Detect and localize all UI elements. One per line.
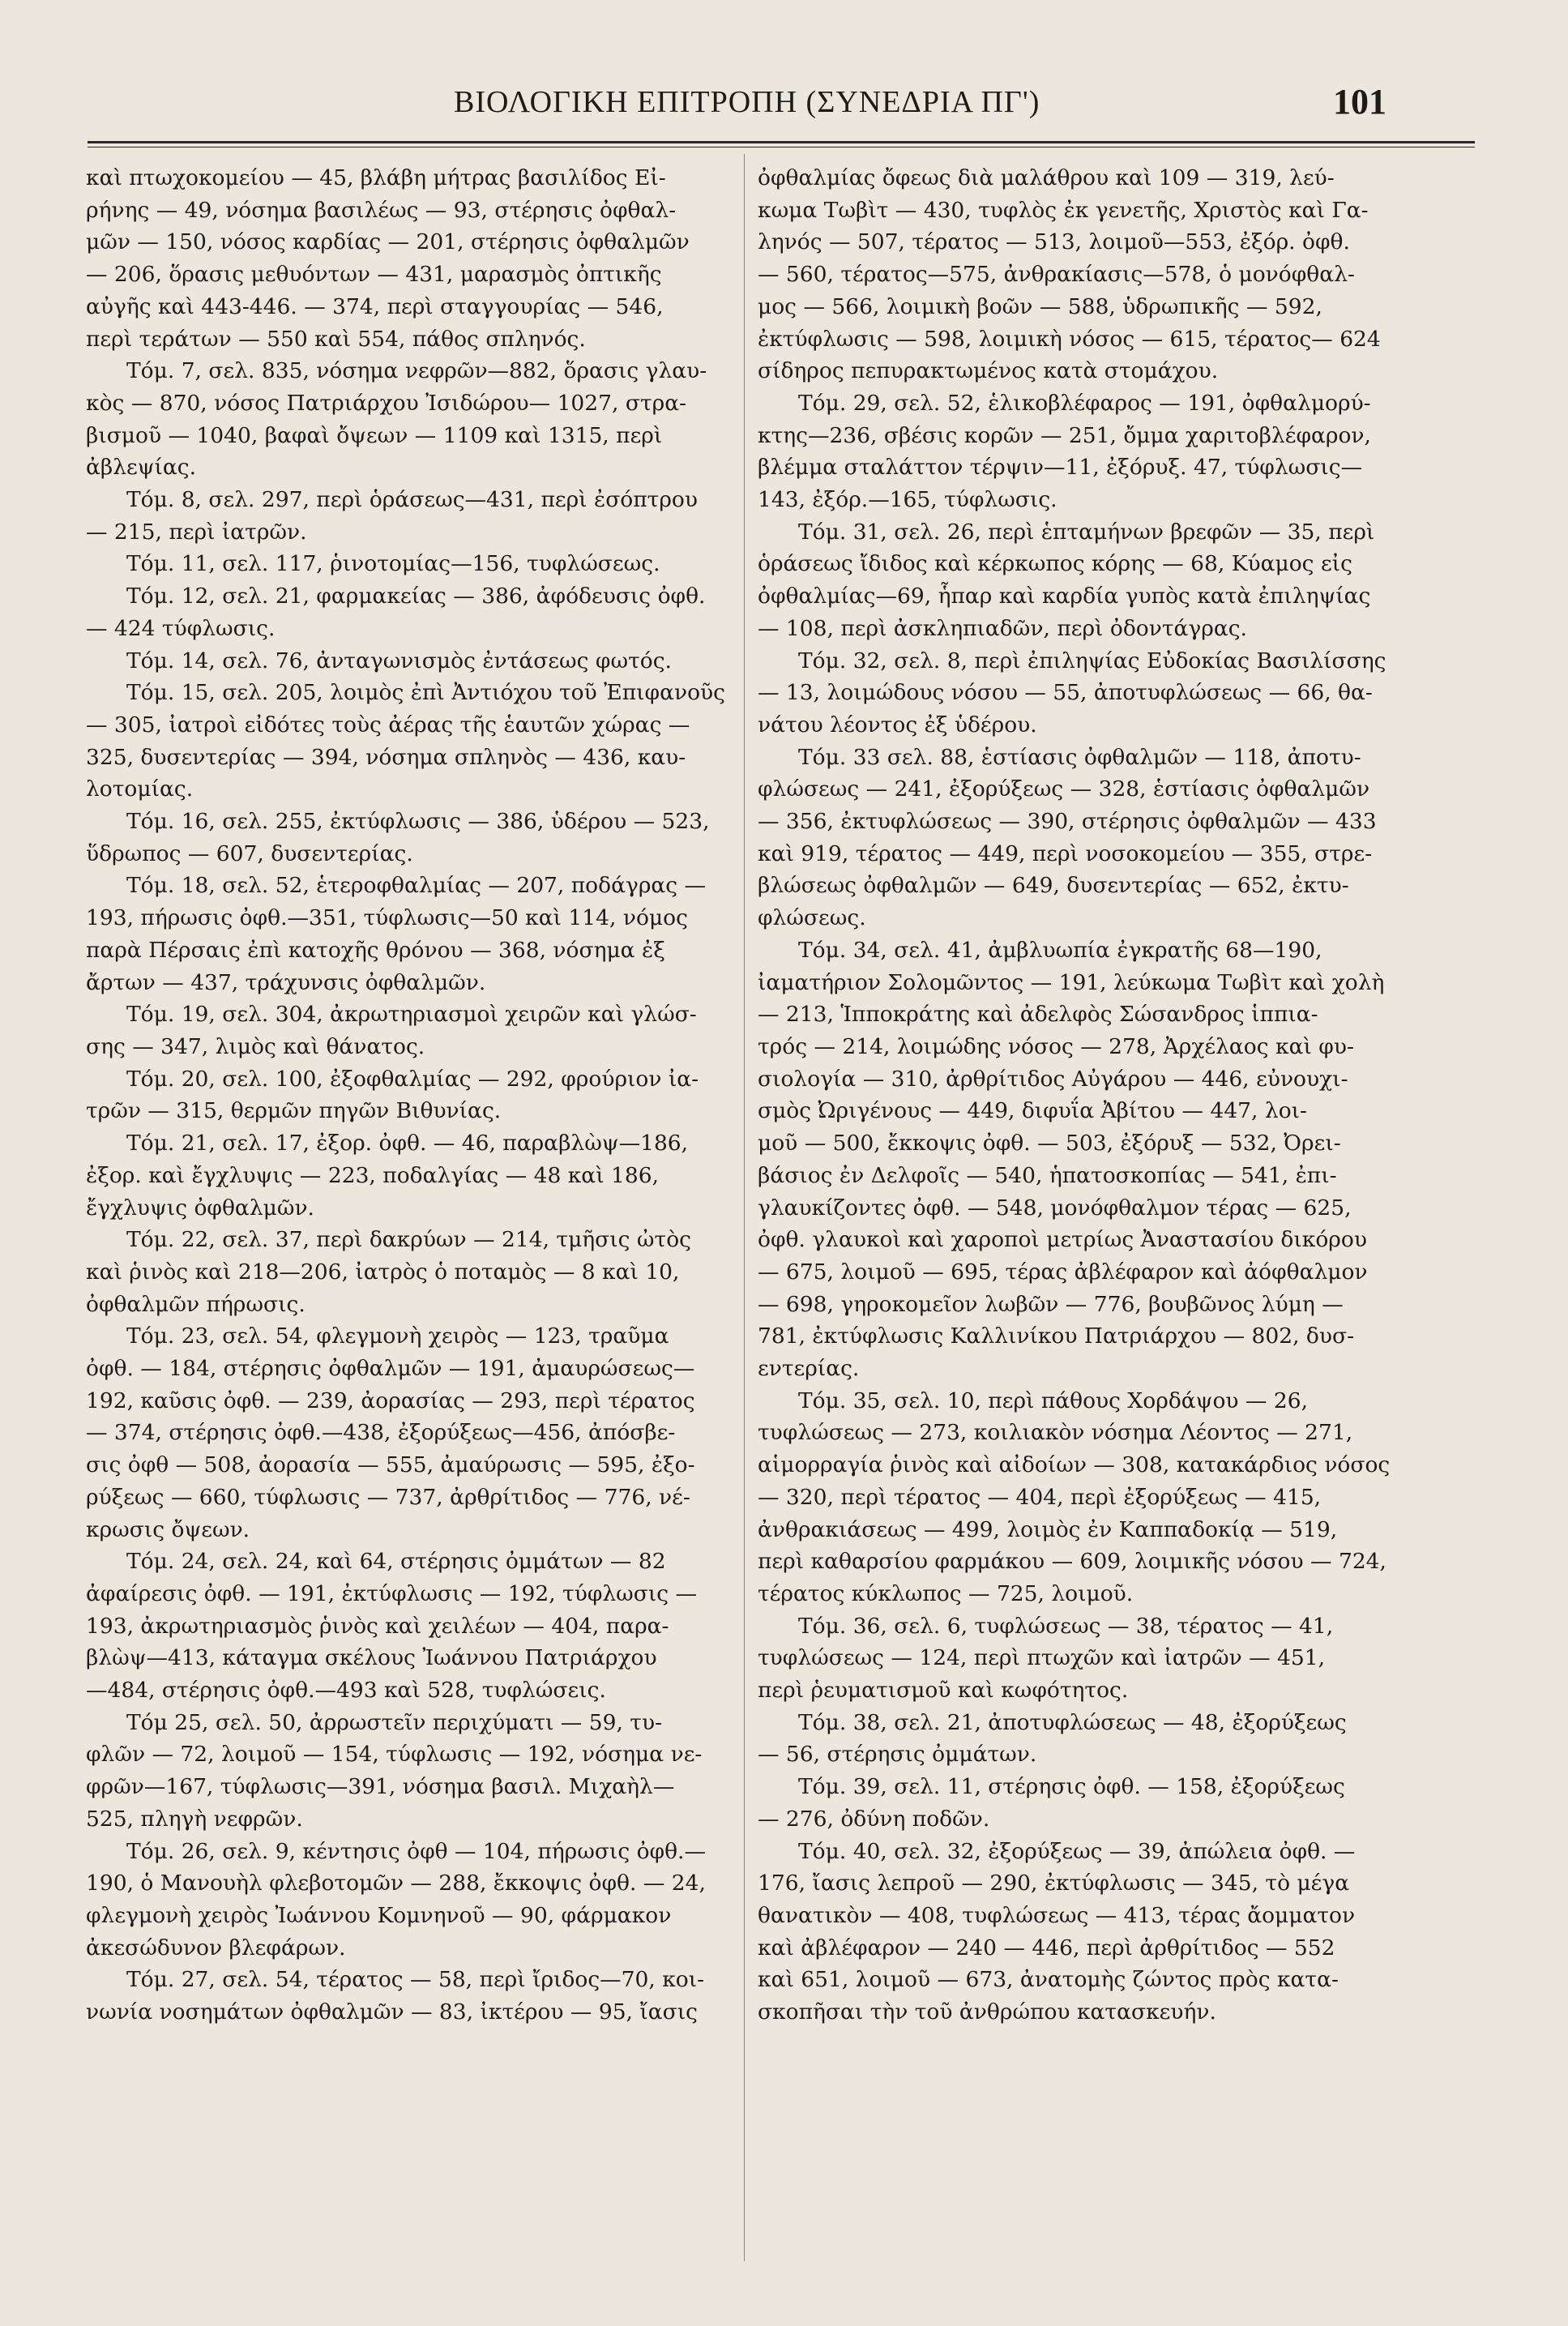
text-line: ὀφθ. γλαυκοὶ καὶ χαροποὶ μετρίως Ἀναστασίου δικόρου	[758, 1227, 1367, 1253]
text-line: σης — 347, λιμὸς καὶ θάνατος.	[86, 1033, 425, 1059]
text-line: Τόμ. 34, σελ. 41, ἀμβλυωπία ἐγκρατῆς 68—190,	[798, 937, 1322, 963]
text-line: τυφλώσεως — 124, περὶ πτωχῶν καὶ ἰατρῶν — 451,	[758, 1645, 1326, 1671]
text-line: γλαυκίζοντες ὀφθ. — 548, μονόφθαλμον τέρας — 625,	[758, 1195, 1352, 1221]
text-line: 781, ἐκτύφλωσις Καλλινίκου Πατριάρχου — 802, δυσ-	[758, 1323, 1355, 1349]
text-line: μος — 566, λοιμικὴ βοῶν — 588, ὑδρωπικῆς — 592,	[758, 293, 1322, 319]
text-line: νωνία νοσημάτων ὀφθαλμῶν — 83, ἰκτέρου — 95, ἴασις	[86, 1999, 699, 2025]
text-line: βλέμμα σταλάττον τέρψιν—11, ἐξόρυξ. 47, τύφλωσις—	[758, 455, 1363, 481]
text-line: — 560, τέρατος—575, ἀνθρακίασις—578, ὁ μονόφθαλ-	[758, 262, 1355, 288]
text-line: — 206, ὅρασις μεθυόντων — 431, μαρασμὸς ὀπτικῆς	[86, 262, 662, 288]
text-line: ἐκτύφλωσις — 598, λοιμικὴ νόσος — 615, τέρατος— 624	[758, 326, 1381, 352]
text-line: Τόμ. 8, σελ. 297, περὶ ὁράσεως—431, περὶ ἐσόπτρου	[126, 487, 698, 513]
text-line: ἀνθρακιάσεως — 499, λοιμὸς ἐν Καππαδοκίᾳ — 519,	[758, 1516, 1338, 1542]
right-column	[758, 162, 1446, 2029]
text-line: Τόμ. 31, σελ. 26, περὶ ἑπταμήνων βρεφῶν — 35, περὶ	[798, 519, 1375, 545]
text-line: Τόμ. 39, σελ. 11, στέρησις ὀφθ. — 158, ἐξορύξεως	[798, 1774, 1345, 1800]
text-line: ὀφθαλμίας—69, ἧπαρ καὶ καρδία γυπὸς κατὰ ἐπιληψίας	[758, 584, 1371, 609]
text-line: Τόμ. 32, σελ. 8, περὶ ἐπιληψίας Εὐδοκίας Βασιλίσσης	[798, 648, 1386, 673]
text-line: καὶ ῥινὸς καὶ 218—206, ἰατρὸς ὁ ποταμὸς — 8 καὶ 10,	[86, 1259, 680, 1285]
text-line: Τόμ. 19, σελ. 304, ἀκρωτηριασμοὶ χειρῶν καὶ γλώσ-	[126, 1002, 697, 1028]
text-line: 193, πήρωσις ὀφθ.—351, τύφλωσις—50 καὶ 114, νόμος	[86, 905, 688, 931]
text-line: — 108, περὶ ἀσκληπιαδῶν, περὶ ὀδοντάγρας.	[758, 615, 1247, 641]
text-line: — 424 τύφλωσις.	[86, 615, 276, 641]
text-line: 190, ὁ Μανουὴλ φλεβοτομῶν — 288, ἔκκοψις ὀφθ. — 24,	[86, 1871, 706, 1896]
text-line: Τόμ. 40, σελ. 32, ἐξορύξεως — 39, ἀπώλεια ὀφθ. —	[798, 1838, 1356, 1864]
text-line: 525, πληγὴ νεφρῶν.	[86, 1806, 303, 1832]
text-line: 193, ἀκρωτηριασμὸς ῥινὸς καὶ χειλέων — 404, παρα-	[86, 1613, 669, 1639]
text-line: ληνός — 507, τέρατος — 513, λοιμοῦ—553, ἐξόρ. ὀφθ.	[758, 229, 1350, 255]
text-line: ἐξορ. καὶ ἔγχλυψις — 223, ποδαλγίας — 48 καὶ 186,	[86, 1162, 660, 1188]
page-number: 101	[1333, 82, 1386, 122]
text-line: Τόμ. 29, σελ. 52, ἑλικοβλέφαρος — 191, ὀφθαλμορύ-	[798, 390, 1371, 416]
text-line: Τόμ. 21, σελ. 17, ἐξορ. ὀφθ. — 46, παραβλὼψ—186,	[126, 1131, 689, 1157]
text-line: 192, καῦσις ὀφθ. — 239, ἀορασίας — 293, περὶ τέρατος	[86, 1387, 695, 1413]
text-line: Τόμ. 38, σελ. 21, ἀποτυφλώσεως — 48, ἐξορύξεως	[798, 1709, 1347, 1735]
text-line: —484, στέρησις ὀφθ.—493 καὶ 528, τυφλώσεις.	[86, 1678, 606, 1704]
text-line: παρὰ Πέρσαις ἐπὶ κατοχῆς θρόνου — 368, νόσημα ἐξ	[86, 937, 665, 963]
text-line: Τόμ. 23, σελ. 54, φλεγμονὴ χειρὸς — 123, τραῦμα	[126, 1323, 669, 1349]
text-line: εντερίας.	[758, 1356, 860, 1382]
text-line: φλώσεως.	[758, 905, 866, 931]
text-line: — 356, ἐκτυφλώσεως — 390, στέρησις ὀφθαλμῶν — 433	[758, 809, 1377, 835]
text-line: φλώσεως — 241, ἐξορύξεως — 328, ἑστίασις ὀφθαλμῶν	[758, 776, 1370, 802]
text-line: περὶ τεράτων — 550 καὶ 554, πάθος σπληνός.	[86, 326, 586, 352]
text-line: — 675, λοιμοῦ — 695, τέρας ἀβλέφαρον καὶ ἀόφθαλμον	[758, 1259, 1368, 1285]
text-line: — 320, περὶ τέρατος — 404, περὶ ἐξορύξεως — 415,	[758, 1484, 1322, 1510]
left-column	[86, 162, 734, 2029]
text-line: ἀβλεψίας.	[86, 455, 197, 481]
text-line: ὀφθαλμίας ὄφεως διὰ μαλάθρου καὶ 109 — 319, λεύ-	[758, 165, 1335, 190]
text-line: Τόμ. 35, σελ. 10, περὶ πάθους Χορδάψου — 26,	[798, 1387, 1309, 1413]
text-line: σκοπῆσαι τὴν τοῦ ἀνθρώπου κατασκευήν.	[758, 1999, 1216, 2025]
text-line: Τόμ. 36, σελ. 6, τυφλώσεως — 38, τέρατος — 41,	[798, 1613, 1334, 1639]
text-line: — 56, στέρησις ὀμμάτων.	[758, 1742, 1037, 1768]
text-line: βάσιος ἐν Δελφοῖς — 540, ἡπατοσκοπίας — 541, ἐπι-	[758, 1162, 1337, 1188]
text-line: ρήνης — 49, νόσημα βασιλέως — 93, στέρησις ὀφθαλ-	[86, 197, 677, 223]
text-line: Τόμ. 12, σελ. 21, φαρμακείας — 386, ἀφόδευσις ὀφθ.	[126, 584, 706, 609]
text-line: τρός — 214, λοιμώδης νόσος — 278, Ἀρχέλαος καὶ φυ-	[758, 1033, 1354, 1059]
text-line: μῶν — 150, νόσος καρδίας — 201, στέρησις ὀφθαλμῶν	[86, 229, 690, 255]
text-line: Τόμ. 18, σελ. 52, ἑτεροφθαλμίας — 207, ποδάγρας —	[126, 873, 707, 899]
text-line: Τόμ. 24, σελ. 24, καὶ 64, στέρησις ὀμμάτων — 82	[126, 1549, 666, 1575]
text-line: Τόμ 25, σελ. 50, ἀρρωστεῖν περιχύματι — 59, τυ-	[126, 1709, 663, 1735]
running-head	[0, 81, 1568, 130]
text-line: 325, δυσεντερίας — 394, νόσημα σπληνὸς — 436, καυ-	[86, 744, 686, 770]
text-line: Τόμ. 22, σελ. 37, περὶ δακρύων — 214, τμῆσις ὠτὸς	[126, 1227, 691, 1253]
running-title: ΒΙΟΛΟΓΙΚΗ ΕΠΙΤΡΟΠΗ (ΣΥΝΕΔΡΙΑ ΠΓ')	[454, 85, 1040, 119]
text-line: Τόμ. 15, σελ. 205, λοιμὸς ἐπὶ Ἀντιόχου τοῦ Ἐπιφανοῦς	[126, 680, 726, 706]
text-line: μοῦ — 500, ἔκκοψις ὀφθ. — 503, ἐξόρυξ — 532, Ὀρει-	[758, 1131, 1341, 1157]
text-line: — 305, ἰατροὶ εἰδότες τοὺς ἀέρας τῆς ἑαυτῶν χώρας —	[86, 712, 690, 738]
text-line: περὶ ῥευματισμοῦ καὶ κωφότητος.	[758, 1678, 1129, 1704]
text-line: καὶ 651, λοιμοῦ — 673, ἀνατομὴς ζώντος πρὸς κατα-	[758, 1967, 1339, 1993]
text-line: περὶ καθαρσίου φαρμάκου — 609, λοιμικῆς νόσου — 724,	[758, 1549, 1386, 1575]
text-line: Τόμ. 16, σελ. 255, ἐκτύφλωσις — 386, ὑδέρου — 523,	[126, 809, 710, 835]
text-line: — 374, στέρησις ὀφθ.—438, ἐξορύξεως—456, ἀπόσβε-	[86, 1420, 676, 1446]
text-line: — 698, γηροκομεῖον λωβῶν — 776, βουβῶνος λύμη —	[758, 1291, 1344, 1317]
text-line: 143, ἐξόρ.—165, τύφλωσις.	[758, 487, 1057, 513]
text-line: καὶ πτωχοκομείου — 45, βλάβη μήτρας βασιλίδος Εἰ-	[86, 165, 666, 190]
text-line: σις ὀφθ — 508, ἀορασία — 555, ἀμαύρωσις — 595, ἐξο-	[86, 1452, 695, 1478]
text-line: ὀφθαλμῶν πήρωσις.	[86, 1291, 305, 1317]
text-line: ἀκεσώδυνον βλεφάρων.	[86, 1935, 346, 1960]
text-line: ὁράσεως ἴδιδος καὶ κέρκωπος κόρης — 68, Κύαμος εἰς	[758, 551, 1352, 577]
text-line: ἔγχλυψις ὀφθαλμῶν.	[86, 1195, 314, 1221]
text-line: Τόμ. 27, σελ. 54, τέρατος — 58, περὶ ἴριδος—70, κοι-	[126, 1967, 705, 1993]
text-line: κτης—236, σβέσις κορῶν — 251, ὄμμα χαριτοβλέφαρον,	[758, 422, 1371, 448]
text-line: Τόμ. 11, σελ. 117, ῥινοτομίας—156, τυφλώσεως.	[126, 551, 660, 577]
text-line: αἱμορραγία ῥινὸς καὶ αἰδοίων — 308, κατακάρδιος νόσος	[758, 1452, 1391, 1478]
text-line: — 276, ὀδύνη ποδῶν.	[758, 1806, 990, 1832]
text-line: νάτου λέοντος ἐξ ὑδέρου.	[758, 712, 1037, 738]
text-line: Τόμ. 33 σελ. 88, ἑστίασις ὀφθαλμῶν — 118, ἀποτυ-	[798, 744, 1361, 770]
text-line: Τόμ. 20, σελ. 100, ἐξοφθαλμίας — 292, φρούριον ἰα-	[126, 1066, 699, 1092]
text-line: Τόμ. 14, σελ. 76, ἀνταγωνισμὸς ἐντάσεως φωτός.	[126, 648, 672, 673]
text-line: — 215, περὶ ἰατρῶν.	[86, 519, 307, 545]
text-line: φλεγμονὴ χειρὸς Ἰωάννου Κομνηνοῦ — 90, φάρμακον	[86, 1902, 672, 1928]
text-line: τέρατος κύκλωπος — 725, λοιμοῦ.	[758, 1580, 1134, 1606]
text-line: Τόμ. 7, σελ. 835, νόσημα νεφρῶν—882, ὅρασις γλαυ-	[126, 358, 707, 384]
text-line: καὶ ἀβλέφαρον — 240 — 446, περὶ ἀρθρίτιδος — 552	[758, 1935, 1335, 1960]
text-line: σίδηρος πεπυρακτωμένος κατὰ στομάχου.	[758, 358, 1219, 384]
text-line: βλώσεως ὀφθαλμῶν — 649, δυσεντερίας — 652, ἐκτυ-	[758, 873, 1349, 899]
text-line: ὕδρωπος — 607, δυσεντερίας.	[86, 840, 413, 866]
text-line: αὐγῆς καὶ 443-446. — 374, περὶ σταγγουρίας — 546,	[86, 293, 664, 319]
text-line: φλῶν — 72, λοιμοῦ — 154, τύφλωσις — 192, νόσημα νε-	[86, 1742, 703, 1768]
text-line: σμὸς Ὠριγένους — 449, διφυΐα Ἀβίτου — 447, λοι-	[758, 1098, 1307, 1124]
text-line: κωμα Τωβὶτ — 430, τυφλὸς ἐκ γενετῆς, Χριστὸς καὶ Γα-	[758, 197, 1369, 223]
text-line: ὀφθ. — 184, στέρησις ὀφθαλμῶν — 191, ἀμαυρώσεως—	[86, 1356, 695, 1382]
text-line: λοτομίας.	[86, 776, 194, 802]
text-line: Τόμ. 26, σελ. 9, κέντησις ὀφθ — 104, πήρωσις ὀφθ.—	[126, 1838, 706, 1864]
text-line: ρύξεως — 660, τύφλωσις — 737, ἀρθρίτιδος — 776, νέ-	[86, 1484, 690, 1510]
text-line: κὸς — 870, νόσος Πατριάρχου Ἰσιδώρου— 1027, στρα-	[86, 390, 687, 416]
text-line: βισμοῦ — 1040, βαφαὶ ὄψεων — 1109 καὶ 1315, περὶ	[86, 422, 663, 448]
text-line: ἄρτων — 437, τράχυνσις ὀφθαλμῶν.	[86, 969, 486, 995]
text-line: κρωσις ὄψεων.	[86, 1516, 250, 1542]
header-rule	[88, 141, 1475, 148]
text-line: θανατικὸν — 408, τυφλώσεως — 413, τέρας ἄομματον	[758, 1902, 1356, 1928]
text-line: τρῶν — 315, θερμῶν πηγῶν Βιθυνίας.	[86, 1098, 502, 1124]
text-line: ἀφαίρεσις ὀφθ. — 191, ἐκτύφλωσις — 192, τύφλωσις —	[86, 1580, 698, 1606]
text-line: — 213, Ἱπποκράτης καὶ ἀδελφὸς Σώσανδρος ἱππια-	[758, 1002, 1318, 1028]
text-line: βλὼψ—413, κάταγμα σκέλους Ἰωάννου Πατριάρχου	[86, 1645, 657, 1671]
text-line: ἰαματήριον Σολομῶντος — 191, λεύκωμα Τωβὶτ καὶ χολὴ	[758, 969, 1385, 995]
text-line: φρῶν—167, τύφλωσις—391, νόσημα βασιλ. Μιχαὴλ—	[86, 1774, 675, 1800]
text-line: τυφλώσεως — 273, κοιλιακὸν νόσημα Λέοντος — 271,	[758, 1420, 1353, 1446]
text-line: 176, ἴασις λεπροῦ — 290, ἐκτύφλωσις — 345, τὸ μέγα	[758, 1871, 1350, 1896]
column-divider	[744, 154, 745, 2261]
text-line: καὶ 919, τέρατος — 449, περὶ νοσοκομείου — 355, στρε-	[758, 840, 1373, 866]
text-line: — 13, λοιμώδους νόσου — 55, ἀποτυφλώσεως — 66, θα-	[758, 680, 1373, 706]
text-line: σιολογία — 310, ἀρθρίτιδος Αὐγάρου — 446, εὐνουχι-	[758, 1066, 1348, 1092]
